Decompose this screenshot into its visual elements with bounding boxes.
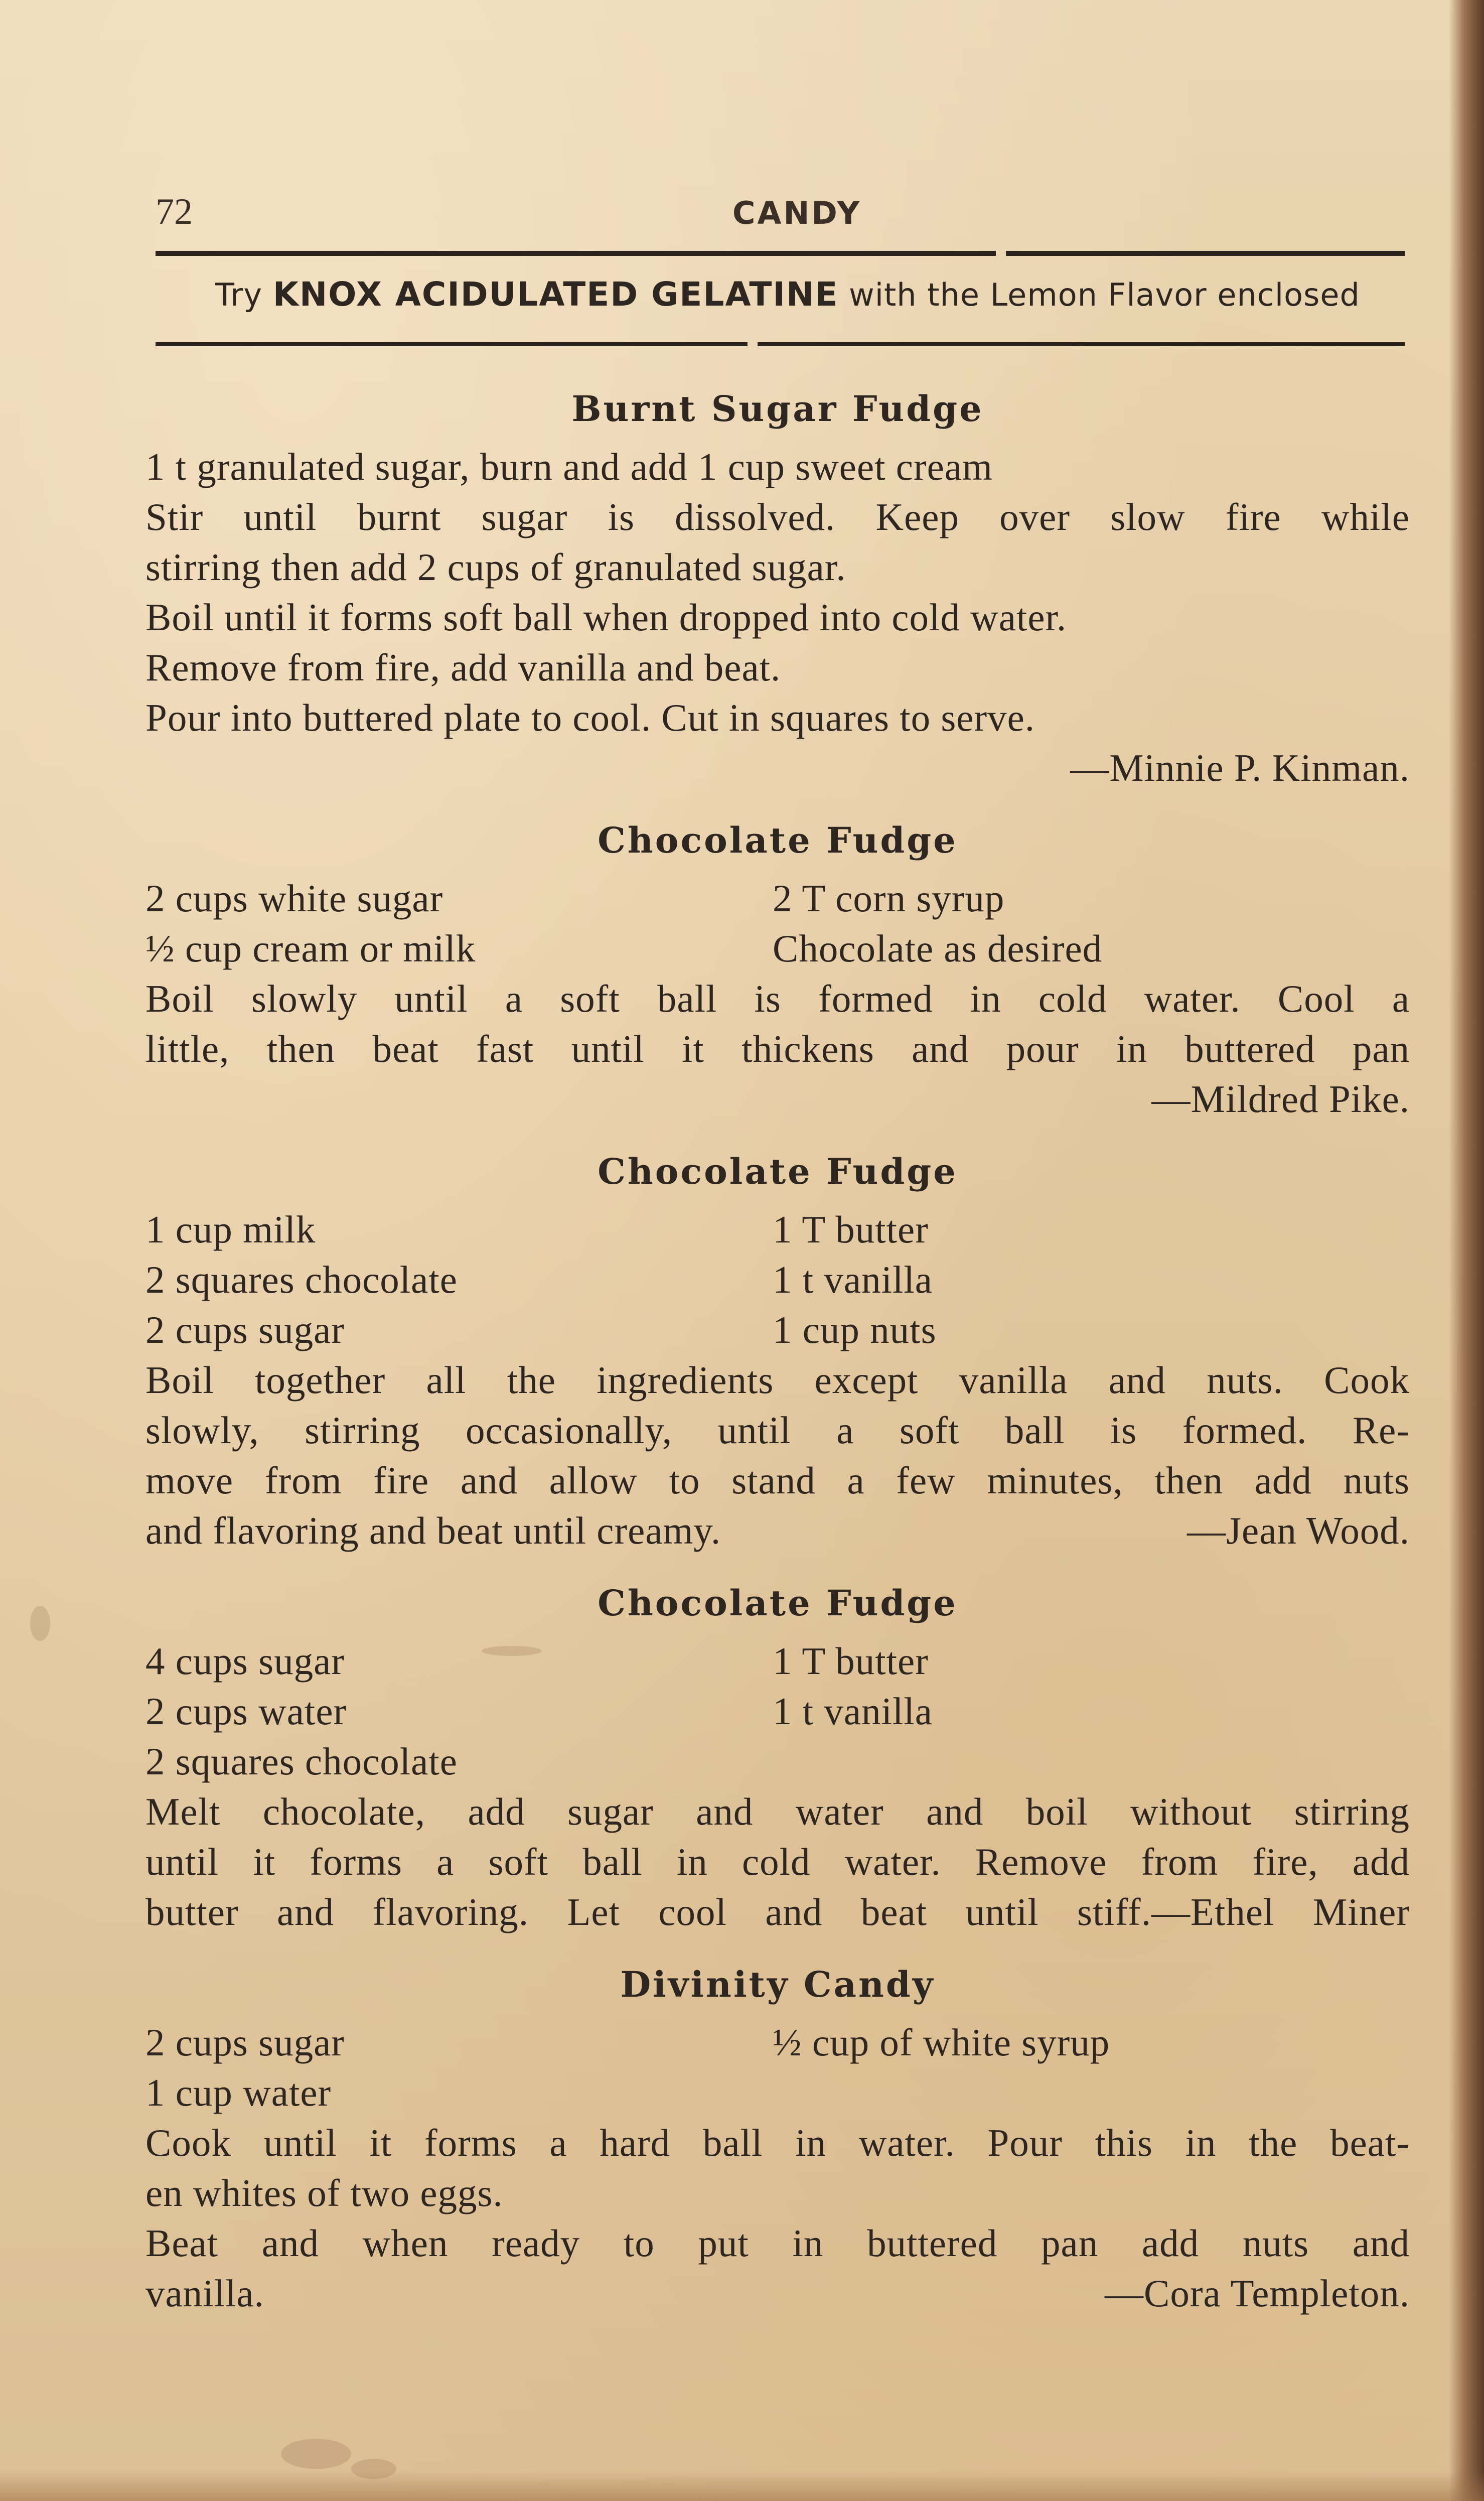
ingredient: 1 cup milk	[145, 1208, 316, 1251]
recipe-divinity-candy	[145, 1957, 1410, 2318]
recipe-line: Boil together all the ingredients except vanilla and nuts. Cook	[145, 1358, 1410, 1402]
recipe-line: move from fire and allow to stand a few minutes, then add nuts	[145, 1459, 1410, 1502]
recipe-chocolate-fudge-2	[145, 1144, 1410, 1556]
banner-rule-left	[156, 342, 748, 346]
recipe-burnt-sugar-fudge	[145, 381, 1410, 793]
ingredient: 1 cup nuts	[773, 1308, 937, 1351]
ingredient: 2 cups sugar	[145, 1308, 345, 1351]
page-number: 72	[156, 191, 193, 232]
ingredient: 1 T butter	[773, 1639, 929, 1683]
ingredient: 2 squares chocolate	[145, 1740, 458, 1783]
ingredient: 2 cups sugar	[145, 2021, 345, 2064]
recipe-line: until it forms a soft ball in cold water. Remove from fire, add	[145, 1840, 1410, 1883]
ingredient: 2 cups white sugar	[145, 877, 443, 920]
recipe-line: Melt chocolate, add sugar and water and boil without stirring	[145, 1790, 1410, 1833]
recipe-last-line	[145, 1505, 1410, 1556]
ingredient: Chocolate as desired	[773, 927, 1103, 970]
ingredient-list	[145, 1204, 1410, 1355]
recipe-author: —Minnie P. Kinman.	[1070, 746, 1410, 789]
recipe-line: Remove from fire, add vanilla and beat.	[145, 646, 781, 689]
ingredient	[773, 1736, 1410, 1786]
recipe-author: —Jean Wood.	[1187, 1509, 1410, 1552]
page-header	[156, 191, 1410, 246]
recipe-line: Beat and when ready to put in buttered pan add nuts and	[145, 2221, 1410, 2265]
recipe-line: Stir until burnt sugar is dissolved. Keep over slow fire while	[145, 495, 1410, 538]
recipe-line: little, then beat fast until it thickens and pour in buttered pan	[145, 1027, 1410, 1070]
ingredient-list	[145, 2017, 1410, 2118]
recipe-author: —Mildred Pike.	[1151, 1077, 1410, 1121]
ingredient: 1 cup water	[145, 2071, 332, 2114]
banner-prefix: Try	[215, 276, 263, 313]
banner-brand: KNOX ACIDULATED GELATINE	[272, 275, 839, 314]
ingredient	[773, 2067, 1410, 2118]
recipe-line: Pour into buttered plate to cool. Cut in squares to serve.	[145, 696, 1035, 739]
ingredient: 2 squares chocolate	[145, 1258, 458, 1301]
ingredient-list	[145, 873, 1410, 974]
recipe-chocolate-fudge-1	[145, 813, 1410, 1124]
recipe-line: Boil until it forms soft ball when dropped into cold water.	[145, 596, 1067, 639]
recipe-title: Chocolate Fudge	[598, 1582, 958, 1624]
ingredient-list	[145, 1636, 1410, 1786]
recipe-chocolate-fudge-3	[145, 1576, 1410, 1937]
ingredient: ½ cup cream or milk	[145, 927, 476, 970]
ingredient: 1 t vanilla	[773, 1690, 933, 1733]
paper-stain	[30, 1606, 50, 1641]
ingredient: 1 T butter	[773, 1208, 929, 1251]
recipe-line: vanilla.	[145, 2272, 264, 2315]
banner-rule-right	[758, 342, 1405, 346]
recipe-last-line	[145, 2268, 1410, 2318]
recipe-content	[145, 381, 1410, 2318]
recipe-author: —Cora Templeton.	[1105, 2272, 1410, 2315]
ingredient: 2 cups water	[145, 1690, 347, 1733]
paper-stain	[351, 2459, 396, 2479]
recipe-title: Divinity Candy	[620, 1964, 935, 2005]
recipe-line: en whites of two eggs.	[145, 2171, 503, 2214]
ingredient: ½ cup of white syrup	[773, 2021, 1110, 2064]
page-bottom-edge	[0, 2471, 1484, 2501]
recipe-title: Burnt Sugar Fudge	[571, 388, 984, 430]
recipe-line: butter and flavoring. Let cool and beat until stiff.—Ethel Miner	[145, 1890, 1410, 1933]
ingredient: 4 cups sugar	[145, 1639, 345, 1683]
advertising-banner	[166, 275, 1410, 314]
recipe-line: 1 t granulated sugar, burn and add 1 cup sweet cream	[145, 445, 993, 488]
recipe-line: Boil slowly until a soft ball is formed in cold water. Cool a	[145, 977, 1410, 1020]
running-title: CANDY	[732, 195, 862, 231]
header-rule-left	[156, 251, 996, 256]
recipe-line: stirring then add 2 cups of granulated sugar.	[145, 545, 846, 589]
banner-suffix: with the Lemon Flavor enclosed	[849, 276, 1360, 313]
recipe-title: Chocolate Fudge	[598, 819, 958, 861]
recipe-title: Chocolate Fudge	[598, 1151, 958, 1192]
recipe-line: Cook until it forms a hard ball in water. Pour this in the beat-	[145, 2121, 1410, 2164]
book-spine-shadow	[1449, 0, 1484, 2501]
paper-stain	[281, 2439, 351, 2469]
ingredient: 2 T corn syrup	[773, 877, 1005, 920]
recipe-line: slowly, stirring occasionally, until a soft ball is formed. Re-	[145, 1409, 1410, 1452]
ingredient: 1 t vanilla	[773, 1258, 933, 1301]
recipe-line: and flavoring and beat until creamy.	[145, 1509, 721, 1552]
header-rule-right	[1006, 251, 1405, 256]
